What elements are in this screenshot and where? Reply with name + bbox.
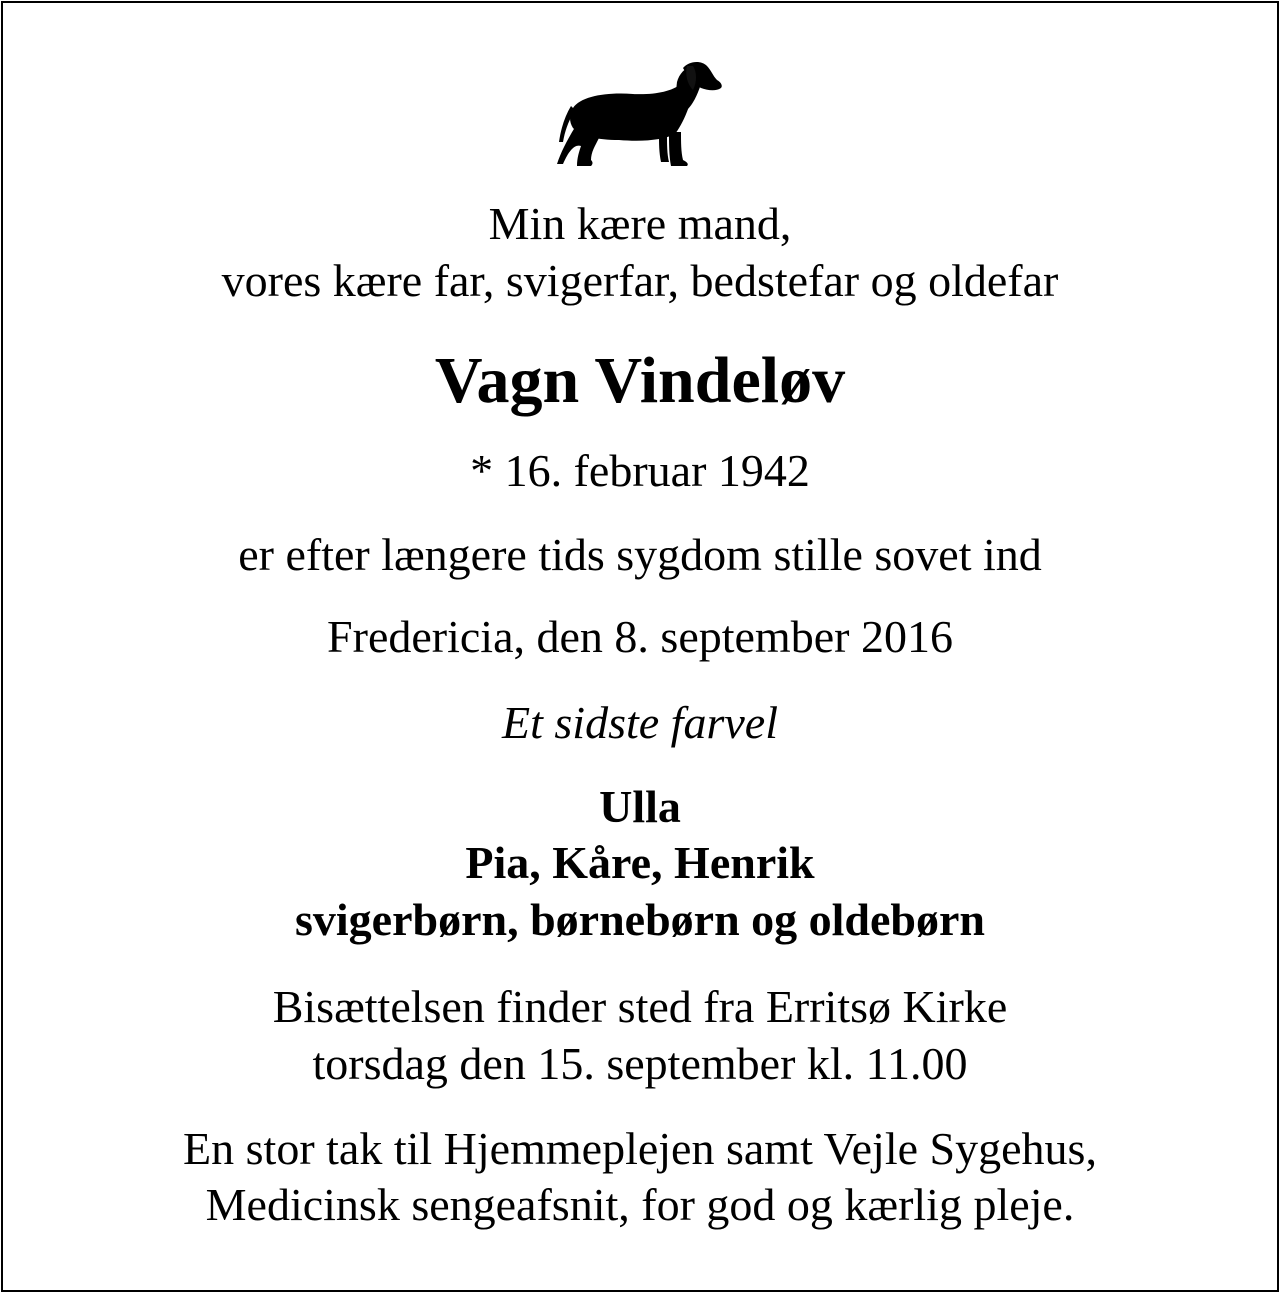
thanks-line-1: En stor tak til Hjemmeplejen samt Vejle Sygehus, xyxy=(183,1123,1097,1174)
signature-line: svigerbørn, børnebørn og oldebørn xyxy=(294,894,986,945)
deceased-name: Vagn Vindeløv xyxy=(434,344,846,417)
intro-line-2: vores kære far, svigerfar, bedstefar og oldefar xyxy=(221,255,1059,306)
intro-line-1: Min kære mand, xyxy=(488,198,792,249)
passing-text: er efter længere tids sygdom stille sovet ind xyxy=(238,529,1042,580)
funeral-line-2: torsdag den 15. september kl. 11.00 xyxy=(312,1038,968,1089)
farewell-text: Et sidste farvel xyxy=(502,697,778,748)
dachshund-icon xyxy=(555,60,727,170)
birth-date: * 16. februar 1942 xyxy=(470,445,810,496)
thanks-line-2: Medicinsk sengeafsnit, for god og kærlig pleje. xyxy=(205,1179,1075,1230)
signature-line: Pia, Kåre, Henrik xyxy=(465,837,815,888)
place-and-date: Fredericia, den 8. september 2016 xyxy=(327,611,953,662)
funeral-line-1: Bisættelsen finder sted fra Erritsø Kirke xyxy=(272,981,1008,1032)
signature-line: Ulla xyxy=(599,781,681,832)
